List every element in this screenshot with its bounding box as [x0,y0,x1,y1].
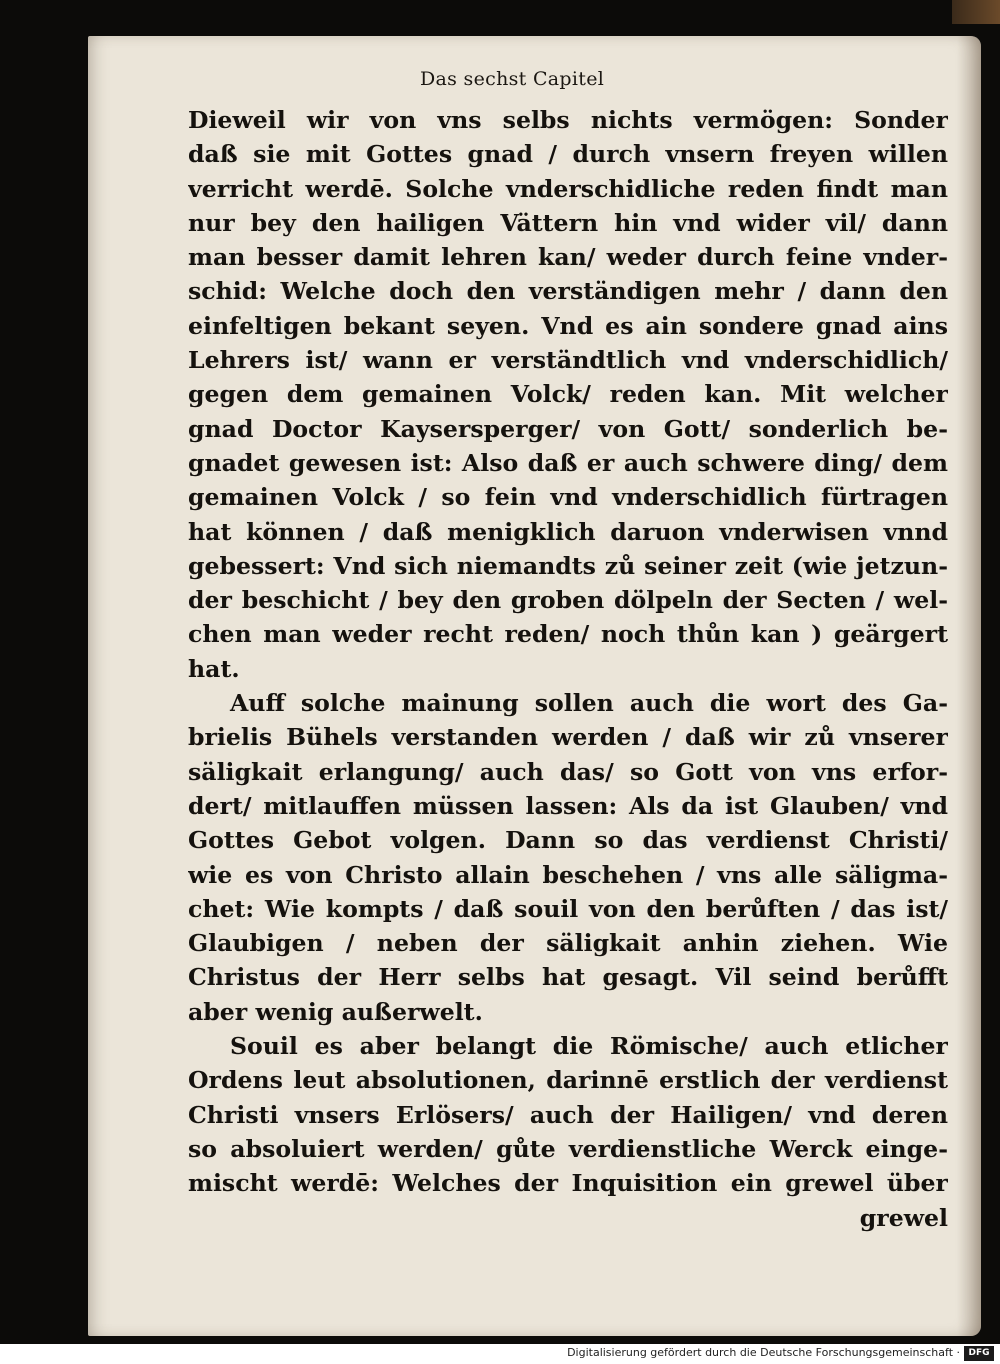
text-line: Christi vnsers Erlösers/ auch der Hailigen/ vnd deren [188,1100,948,1129]
text-line: Ordens leut absolutionen, darinnē erstlich der verdienst [188,1066,948,1095]
text-line: gegen dem gemainen Volck/ reden kan. Mit welcher [188,380,948,409]
page-edge [952,0,1000,24]
text-line: Dieweil wir von vns selbs nichts vermögen: Sonder [188,106,948,134]
text-line: chen man weder recht reden/ noch thůn kan ) geärgert [188,620,948,649]
text-line: Auff solche mainung sollen auch die wort des Ga- [230,689,948,718]
text-line: gnadet gewesen ist: Also daß er auch schwere ding/ dem [188,448,948,477]
text-line: gebessert: Vnd sich niemandts zů seiner zeit (wie jetzun- [188,551,948,580]
dfg-logo: DFG [964,1346,994,1361]
catchword: grewel [859,1203,948,1232]
text-line: wie es von Christo allain beschehen / vns alle säligma- [188,860,948,889]
text-line: einfeltigen bekant seyen. Vnd es ain sondere gnad ains [188,311,948,340]
text-line: hat können / daß menigklich daruon vnderwisen vnnd [188,517,948,546]
text-line: Lehrers ist/ wann er verständtlich vnd vnderschidlich/ [188,346,948,375]
text-line: man besser damit lehren kan/ weder durch feine vnder- [188,243,948,272]
body-text [188,103,948,1235]
page-shadow [957,36,981,1336]
text-line: mischt werdē: Welches der Inquisition ein grewel über [188,1169,948,1198]
text-line: Souil es aber belangt die Römische/ auch etlicher [230,1032,948,1061]
text-line: gemainen Volck / so fein vnd vnderschidlich fürtragen [188,483,948,512]
text-line: verricht werdē. Solche vnderschidliche reden findt man [188,174,948,203]
footer-credit: Digitalisierung gefördert durch die Deutsche Forschungsgemeinschaft · [567,1346,960,1359]
text-line: dert/ mitlauffen müssen lassen: Als da ist Glauben/ vnd [188,791,948,820]
text-line: brielis Bühels verstanden werden / daß wir zů vnserer [188,723,948,752]
text-line: schid: Welche doch den verständigen mehr / dann den [188,277,948,306]
text-line: chet: Wie kompts / daß souil von den berůften / das ist/ [188,894,948,923]
text-line: aber wenig außerwelt. [188,997,483,1026]
text-line: hat. [188,654,240,683]
text-line: so absoluiert werden/ gůte verdienstliche Werck einge- [188,1134,948,1163]
footer-bar [0,1344,1000,1364]
running-head: Das sechst Capitel [420,68,605,90]
text-line: säligkait erlangung/ auch das/ so Gott von vns erfor- [188,757,948,786]
text-line: Gottes Gebot volgen. Dann so das verdienst Christi/ [188,826,948,855]
text-line: Christus der Herr selbs hat gesagt. Vil seind berůfft [188,963,948,992]
text-line: nur bey den hailigen Vättern hin vnd wider vil/ dann [188,208,948,237]
text-line: gnad Doctor Kaysersperger/ von Gott/ sonderlich be- [188,414,948,443]
text-line: Glaubigen / neben der säligkait anhin ziehen. Wie [188,929,948,958]
text-line: der beschicht / bey den groben dölpeln der Secten / wel- [188,586,948,615]
text-line: daß sie mit Gottes gnad / durch vnsern freyen willen [188,140,948,169]
